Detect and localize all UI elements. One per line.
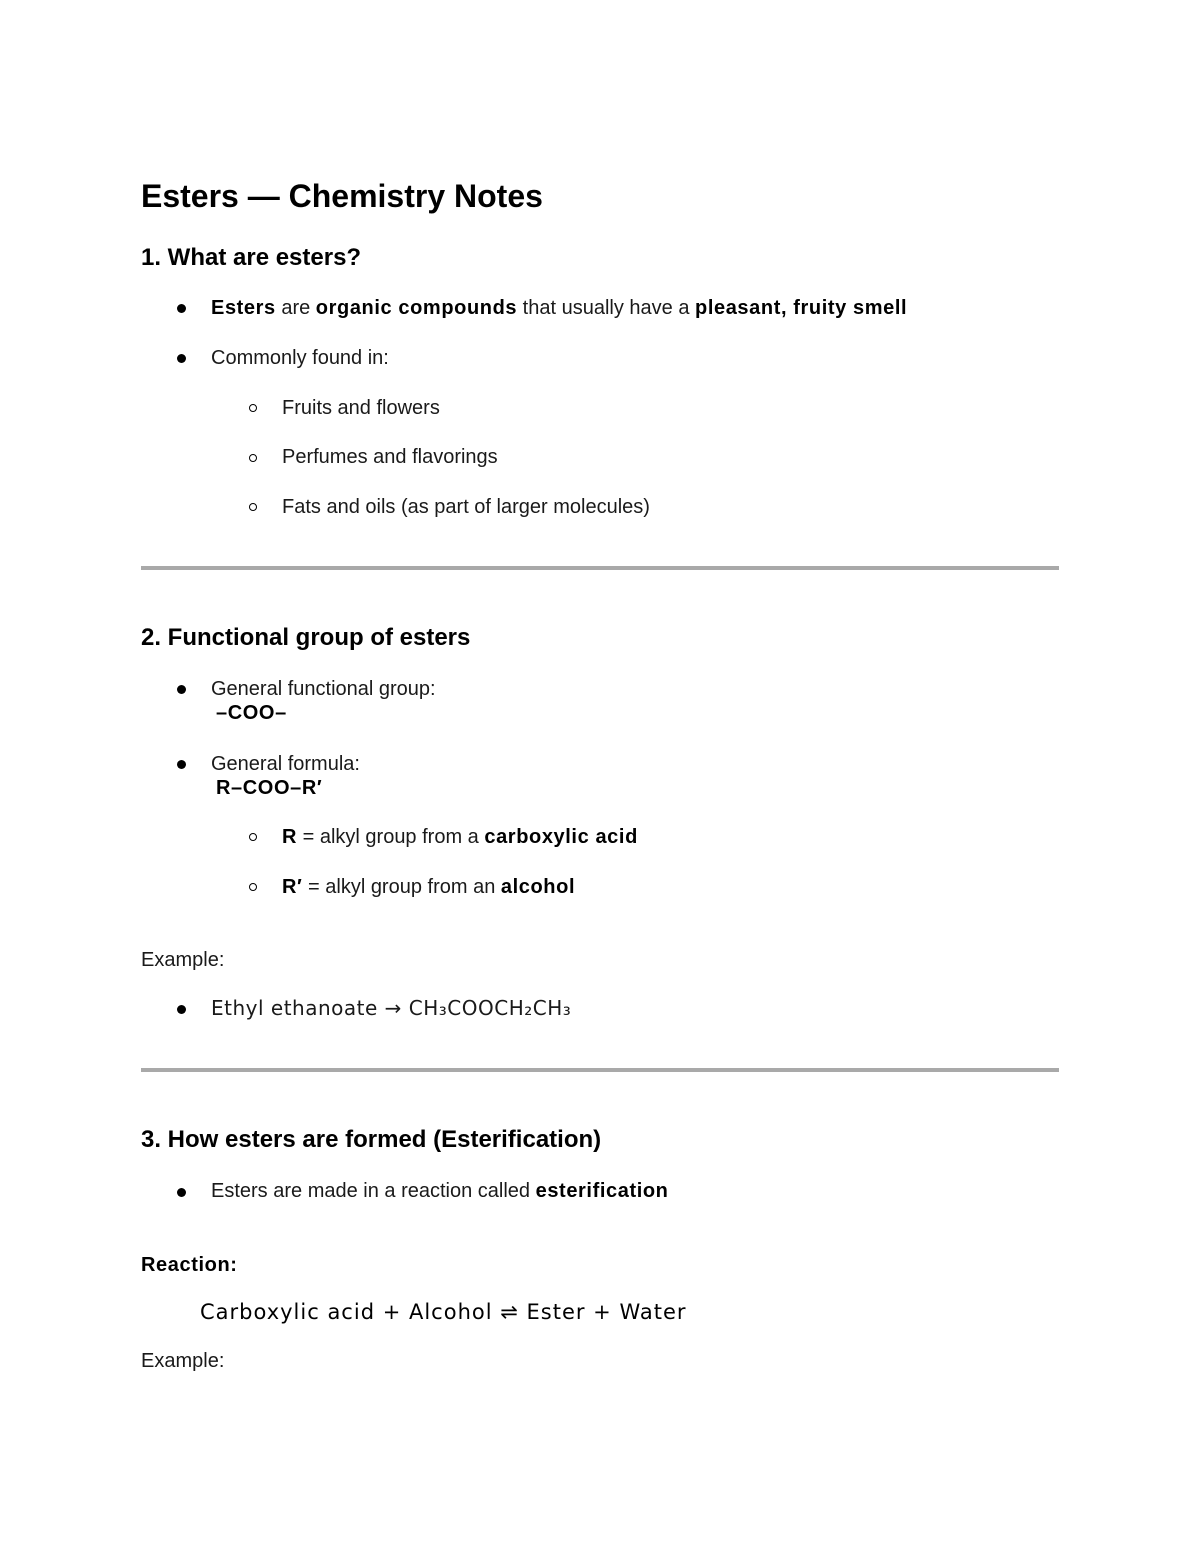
- sub-bullet-circle: [249, 883, 257, 891]
- sub-bullet-circle: [249, 503, 257, 511]
- sub-bullet-circle: [249, 404, 257, 412]
- example-label: Example:: [141, 949, 225, 971]
- term-pleasant-smell: pleasant, fruity smell: [695, 297, 908, 319]
- bullet-dot: [177, 354, 186, 363]
- sub-bullet-circle: [249, 454, 257, 462]
- r-definition: R = alkyl group from a carboxylic acid: [282, 826, 638, 848]
- term-esters: Esters: [211, 297, 276, 319]
- esters-definition: Esters are organic compounds that usually have a pleasant, fruity smell: [211, 297, 908, 319]
- reaction-equation: Carboxylic acid + Alcohol ⇌ Ester + Water: [200, 1300, 687, 1324]
- section-divider: [141, 1068, 1059, 1072]
- reaction-label: Reaction:: [141, 1254, 238, 1276]
- list-item: Perfumes and flavorings: [282, 446, 498, 468]
- list-item: Fruits and flowers: [282, 397, 440, 419]
- section-1-heading: 1. What are esters?: [141, 244, 362, 271]
- example-ethyl-ethanoate: Ethyl ethanoate → CH₃COOCH₂CH₃: [211, 996, 572, 1020]
- general-formula-value: R–COO–R′: [216, 777, 323, 799]
- bullet-dot: [177, 760, 186, 769]
- functional-group-label: General functional group:: [211, 678, 436, 700]
- general-formula-label: General formula:: [211, 753, 360, 775]
- sub-bullet-circle: [249, 833, 257, 841]
- functional-group-value: –COO–: [216, 702, 287, 724]
- esterification-definition: Esters are made in a reaction called esterification: [211, 1180, 669, 1202]
- list-item: Fats and oils (as part of larger molecules): [282, 496, 650, 518]
- term-organic-compounds: organic compounds: [315, 297, 518, 319]
- page-title: Esters — Chemistry Notes: [141, 178, 543, 214]
- bullet-dot: [177, 1005, 186, 1014]
- commonly-found-label: Commonly found in:: [211, 347, 389, 369]
- section-3-heading: 3. How esters are formed (Esterification): [141, 1126, 602, 1153]
- section-2-heading: 2. Functional group of esters: [141, 624, 471, 651]
- bullet-dot: [177, 1188, 186, 1197]
- example-label: Example:: [141, 1350, 225, 1372]
- bullet-dot: [177, 685, 186, 694]
- section-divider: [141, 566, 1059, 570]
- bullet-dot: [177, 304, 186, 313]
- r-prime-definition: R′ = alkyl group from an alcohol: [282, 876, 576, 898]
